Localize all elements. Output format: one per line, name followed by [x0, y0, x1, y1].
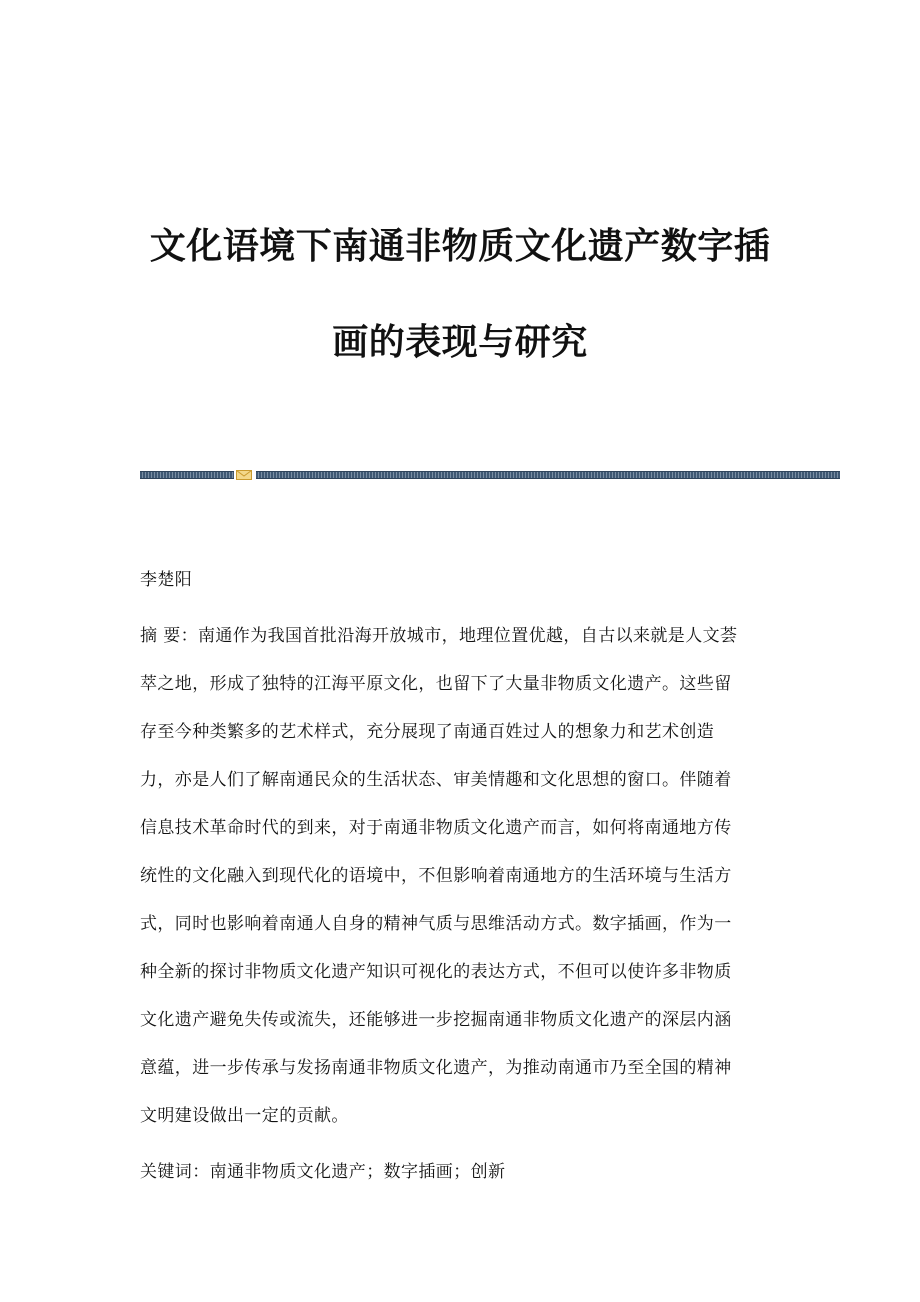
abstract-line: 文明建设做出一定的贡献。	[140, 1106, 349, 1126]
divider-left	[140, 471, 234, 479]
title-line-1: 文化语境下南通非物质文化遗产数字插	[149, 226, 771, 267]
abstract-line: 意蕴，进一步传承与发扬南通非物质文化遗产，为推动南通市乃至全国的精神	[140, 1058, 732, 1078]
abstract-line: 文化遗产避免失传或流失，还能够进一步挖掘南通非物质文化遗产的深层内涵	[140, 1010, 732, 1030]
abstract-line: 力，亦是人们了解南通民众的生活状态、审美情趣和文化思想的窗口。伴随着	[140, 770, 732, 790]
title-line-2: 画的表现与研究	[332, 322, 588, 363]
abstract-line: 信息技术革命时代的到来，对于南通非物质文化遗产而言，如何将南通地方传	[140, 818, 732, 838]
abstract-line: 摘 要：南通作为我国首批沿海开放城市，地理位置优越，自古以来就是人文荟	[140, 626, 738, 646]
divider-right	[256, 471, 840, 479]
abstract-line: 种全新的探讨非物质文化遗产知识可视化的表达方式，不但可以使许多非物质	[140, 962, 732, 982]
abstract-line: 存至今种类繁多的艺术样式，充分展现了南通百姓过人的想象力和艺术创造	[140, 722, 715, 742]
author-name: 李楚阳	[140, 570, 193, 590]
keywords: 关键词：南通非物质文化遗产；数字插画；创新	[140, 1162, 506, 1182]
abstract-line: 式，同时也影响着南通人自身的精神气质与思维活动方式。数字插画，作为一	[140, 914, 732, 934]
abstract-line: 统性的文化融入到现代化的语境中，不但影响着南通地方的生活环境与生活方	[140, 866, 732, 886]
envelope-icon	[236, 469, 252, 481]
abstract-line: 萃之地，形成了独特的江海平原文化，也留下了大量非物质文化遗产。这些留	[140, 674, 732, 694]
